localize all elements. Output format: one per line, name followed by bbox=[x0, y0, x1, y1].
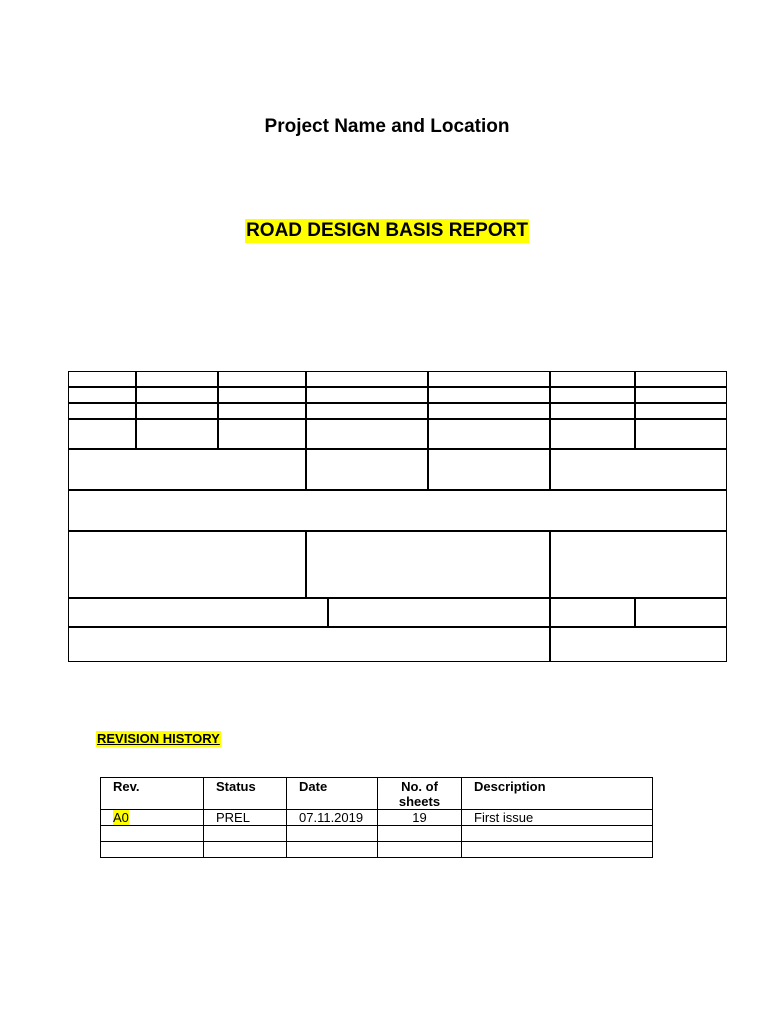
cell-sheets bbox=[378, 826, 462, 842]
cell-sheets: 19 bbox=[378, 810, 462, 826]
cell-status: PREL bbox=[204, 810, 287, 826]
grid-vline bbox=[549, 530, 551, 598]
cell-status bbox=[204, 842, 287, 858]
cell-description bbox=[462, 842, 653, 858]
revision-history-table bbox=[100, 777, 653, 858]
grid-hline bbox=[69, 448, 726, 450]
grid-vline bbox=[634, 597, 636, 627]
cell-date bbox=[287, 826, 378, 842]
project-title: Project Name and Location bbox=[264, 116, 510, 137]
grid-vline bbox=[549, 597, 551, 661]
cell-date bbox=[287, 842, 378, 858]
column-header-sheets: No. of sheets bbox=[378, 778, 462, 810]
column-header-date: Date bbox=[287, 778, 378, 810]
grid-hline bbox=[69, 386, 726, 388]
grid-vline bbox=[427, 372, 429, 490]
cell-status bbox=[204, 826, 287, 842]
grid-hline bbox=[69, 418, 726, 420]
revision-history-heading: REVISION HISTORY bbox=[97, 731, 220, 746]
grid-vline bbox=[217, 372, 219, 449]
grid-vline bbox=[549, 372, 551, 490]
cell-description: First issue bbox=[462, 810, 653, 826]
report-title: ROAD DESIGN BASIS REPORT bbox=[246, 220, 528, 241]
column-header-status: Status bbox=[204, 778, 287, 810]
grid-vline bbox=[327, 597, 329, 627]
column-header-rev: Rev. bbox=[101, 778, 204, 810]
cell-description bbox=[462, 826, 653, 842]
table-header-row bbox=[101, 778, 653, 810]
report-title-container bbox=[0, 219, 768, 243]
cell-sheets bbox=[378, 842, 462, 858]
grid-vline bbox=[305, 530, 307, 598]
grid-hline bbox=[69, 402, 726, 404]
cell-date: 07.11.2019 bbox=[287, 810, 378, 826]
table-row bbox=[101, 810, 653, 826]
grid-hline bbox=[69, 597, 726, 599]
cell-rev bbox=[101, 842, 204, 858]
grid-vline bbox=[135, 372, 137, 449]
rev-value: A0 bbox=[113, 810, 129, 825]
column-header-description: Description bbox=[462, 778, 653, 810]
cell-rev bbox=[101, 826, 204, 842]
title-block-grid bbox=[68, 371, 727, 662]
table-row bbox=[101, 842, 653, 858]
grid-hline bbox=[69, 489, 726, 491]
cell-rev bbox=[101, 810, 204, 826]
grid-hline bbox=[69, 530, 726, 532]
grid-hline bbox=[69, 626, 726, 628]
table-row bbox=[101, 826, 653, 842]
grid-vline bbox=[305, 372, 307, 490]
grid-vline bbox=[634, 372, 636, 449]
